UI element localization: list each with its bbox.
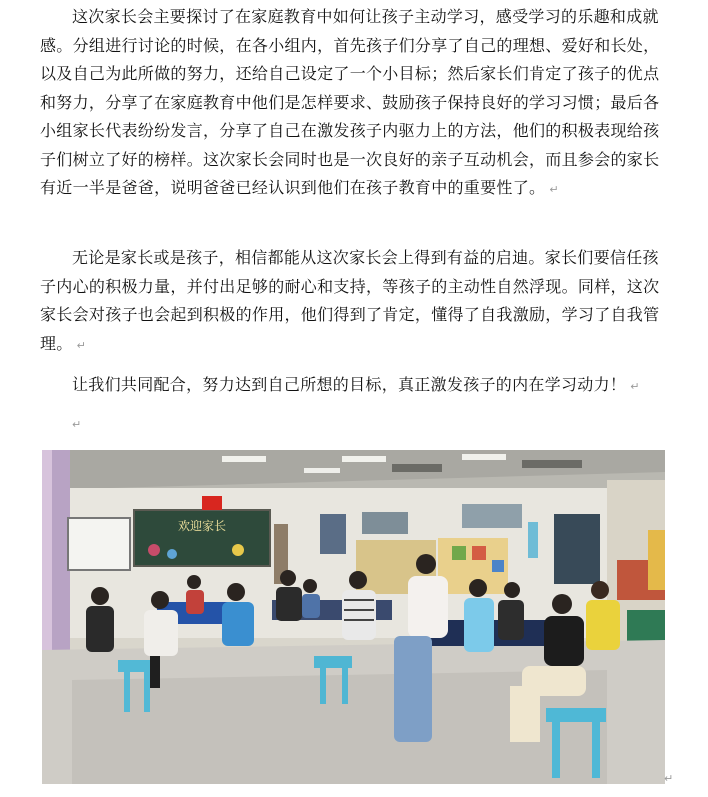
blackboard-text: 欢迎家长 — [177, 519, 227, 533]
classroom-photo — [42, 450, 665, 784]
paragraph-1-text: 这次家长会主要探讨了在家庭教育中如何让孩子主动学习，感受学习的乐趣和成就感。分组进行讨论的时候，在各小组内，首先孩子们分享了自己的理想、爱好和长处，以及自己为此所做的努力，还给自己设定了一个小目标；然后家长们肯定了孩子的优点和努力，分享了在家庭教育中他们是怎样要求、鼓励孩子保持良好的学习习惯；最后各小组家长代表纷纷发言，分享了自己在激发孩子内驱力上的方法，他们的积极表现给孩子们树立了好的榜样。这次家长会同时也是一次良好的亲子互动机会，而且参会的家长有近一半是爸爸，说明爸爸已经认识到他们在孩子教育中的重要性了。 — [40, 7, 660, 197]
paragraph-2-text: 无论是家长或是孩子，相信都能从这次家长会上得到有益的启迪。家长们要信任孩子内心的积极力量，并付出足够的耐心和支持，等孩子的主动性自然浮现。同样，这次家长会对孩子也会起到积极的作用，他们得到了肯定，懂得了自我激励，学习了自我管理。 — [40, 248, 660, 353]
paragraph-mark-end: ↵ — [664, 772, 674, 785]
paragraph-1 — [40, 3, 662, 205]
paragraph-3-text: 让我们共同配合，努力达到自己所想的目标，真正激发孩子的内在学习动力！ — [72, 375, 627, 394]
classroom-photo-illustration — [42, 450, 665, 784]
paragraph-mark: ↵ — [76, 338, 87, 352]
paragraph-mark: ↵ — [630, 380, 640, 393]
empty-paragraph-mark: ↵ — [72, 418, 82, 431]
paragraph-mark: ↵ — [549, 183, 559, 196]
paragraph-2 — [40, 244, 662, 360]
paragraph-3 — [40, 371, 662, 402]
